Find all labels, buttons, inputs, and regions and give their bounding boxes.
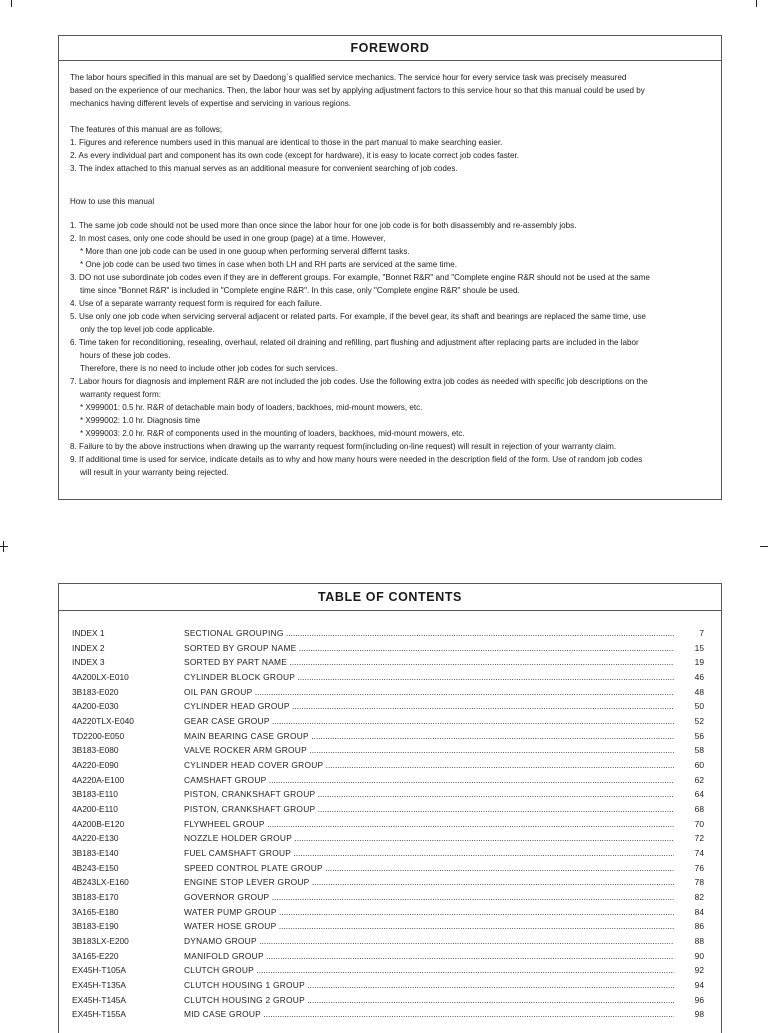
toc-code: INDEX 1 bbox=[72, 628, 105, 638]
toc-page-number: 98 bbox=[694, 1009, 704, 1020]
toc-group-name: VALVE ROCKER ARM GROUP ..... bbox=[184, 743, 674, 758]
toc-row[interactable] bbox=[72, 655, 704, 670]
toc-group-name: WATER HOSE GROUP ..... bbox=[184, 919, 674, 934]
toc-page-number: 72 bbox=[694, 833, 704, 844]
toc-page-number: 78 bbox=[694, 877, 704, 888]
howto-line: will result in your warranty being rejected. bbox=[80, 468, 229, 477]
feature-item: 1. Figures and reference numbers used in this manual are identical to those in the part manual to make searching easier. bbox=[70, 138, 503, 147]
howto-line: 9. If additional time is used for service, indicate details as to why and how many hours were needed in the description field of the form. Use of random job codes bbox=[70, 455, 643, 464]
howto-line: 1. The same job code should not be used more than once since the labor hour for one job code is for both disassembly and re-assembly jobs. bbox=[70, 221, 577, 230]
toc-page-number: 92 bbox=[694, 965, 704, 976]
toc-row[interactable] bbox=[72, 890, 704, 905]
toc-code: 4A220A-E100 bbox=[72, 774, 125, 785]
toc-section bbox=[58, 583, 722, 1033]
toc-row[interactable] bbox=[72, 978, 704, 993]
toc-page-number: 88 bbox=[694, 936, 704, 947]
toc-row[interactable] bbox=[72, 817, 704, 832]
howto-line: 7. Labor hours for diagnosis and implement R&R are not included the job codes. Use the following extra job codes as needed with specific job descriptions on the bbox=[70, 377, 648, 386]
howto-line: * X999002: 1.0 hr. Diagnosis time bbox=[80, 416, 201, 425]
toc-code: EX45H-T145A bbox=[72, 994, 126, 1005]
toc-page-number: 56 bbox=[694, 730, 704, 741]
toc-page-number: 74 bbox=[694, 848, 704, 859]
howto-line: warranty request form: bbox=[80, 390, 161, 399]
toc-group-name: CLUTCH HOUSING 1 GROUP ..... bbox=[184, 978, 674, 993]
toc-code: EX45H-T105A bbox=[72, 965, 126, 976]
intro-line: The labor hours specified in this manual are set by Daedong`s qualified service mechanics. The service hour for every service task was precisely measured bbox=[70, 73, 627, 82]
toc-code: 4B243-E150 bbox=[72, 862, 119, 873]
toc-row[interactable] bbox=[72, 714, 704, 729]
toc-page-number: 19 bbox=[694, 657, 704, 668]
howto-line: 3. DO not use subordinate job codes even if they are in defferent groups. For example, "Bonnet R&R" and "Complete engine R&R should not be used at the same bbox=[70, 273, 650, 282]
toc-group-name: ENGINE STOP LEVER GROUP ..... bbox=[184, 875, 674, 890]
toc-group-name: FUEL CAMSHAFT GROUP ..... bbox=[184, 846, 674, 861]
toc-group-name: PISTON, CRANKSHAFT GROUP ..... bbox=[184, 802, 674, 817]
feature-item: 3. The index attached to this manual serves as an additional measure for convenient searching of job codes. bbox=[70, 164, 458, 173]
toc-code: 3B183-E190 bbox=[72, 921, 119, 932]
toc-code: 3B183-E020 bbox=[72, 686, 119, 697]
toc-code: 4A220-E130 bbox=[72, 833, 119, 844]
toc-page-number: 76 bbox=[694, 862, 704, 873]
toc-page-number: 64 bbox=[694, 789, 704, 800]
toc-row[interactable] bbox=[72, 949, 704, 964]
feature-item: 2. As every individual part and component has its own code (except for hardware), it is easy to locate correct job codes faster. bbox=[70, 151, 519, 160]
toc-row[interactable] bbox=[72, 699, 704, 714]
toc-page-number: 68 bbox=[694, 804, 704, 815]
howto-line: * More than one job code can be used in one guoup when performing serveral differnt tasks. bbox=[80, 247, 410, 256]
toc-row[interactable] bbox=[72, 685, 704, 700]
toc-row[interactable] bbox=[72, 626, 704, 641]
foreword-intro bbox=[70, 71, 711, 110]
toc-group-name: MAIN BEARING CASE GROUP ..... bbox=[184, 729, 674, 744]
toc-page-number: 58 bbox=[694, 745, 704, 756]
toc-code: EX45H-T155A bbox=[72, 1009, 126, 1020]
toc-row[interactable] bbox=[72, 846, 704, 861]
toc-page-number: 94 bbox=[694, 980, 704, 991]
toc-title: TABLE OF CONTENTS bbox=[59, 584, 721, 611]
toc-page-number: 84 bbox=[694, 906, 704, 917]
toc-row[interactable] bbox=[72, 802, 704, 817]
toc-code: EX45H-T135A bbox=[72, 980, 126, 991]
toc-page-number: 96 bbox=[694, 994, 704, 1005]
toc-row[interactable] bbox=[72, 831, 704, 846]
toc-code: 4B243LX-E160 bbox=[72, 877, 129, 888]
toc-page-number: 70 bbox=[694, 818, 704, 829]
toc-group-name: GEAR CASE GROUP ..... bbox=[184, 714, 674, 729]
toc-row[interactable] bbox=[72, 773, 704, 788]
toc-group-name: CYLINDER BLOCK GROUP ..... bbox=[184, 670, 674, 685]
toc-group-name: NOZZLE HOLDER GROUP ..... bbox=[184, 831, 674, 846]
howto-line: Therefore, there is no need to include other job codes for such services. bbox=[80, 364, 338, 373]
howto-line: time since "Bonnet R&R" is included in "Complete engine R&R". In this case, only "Complete engine R&R" shoule be used. bbox=[80, 286, 520, 295]
toc-list bbox=[72, 626, 704, 1022]
toc-code: 4A220-E090 bbox=[72, 760, 119, 771]
toc-group-name: CLUTCH GROUP ..... bbox=[184, 963, 674, 978]
toc-group-name: SORTED BY GROUP NAME ..... bbox=[184, 641, 674, 656]
toc-page-number: 7 bbox=[699, 628, 704, 638]
toc-code: 4A220TLX-E040 bbox=[72, 716, 134, 727]
intro-line: based on the experience of our mechanics. Then, the labor hour was set by applying adjustment factors to this service hour so that this manual could be used by bbox=[70, 86, 645, 95]
howto-heading: How to use this manual bbox=[70, 197, 155, 206]
toc-group-name: SPEED CONTROL PLATE GROUP ..... bbox=[184, 861, 674, 876]
toc-group-name: MID CASE GROUP ..... bbox=[184, 1007, 674, 1022]
howto-line: 5. Use only one job code when servicing serveral adjacent or related parts. For example, if the bevel gear, its shaft and bearings are replaced the same time, use bbox=[70, 312, 646, 321]
crop-mark-top-left-v bbox=[11, 0, 12, 7]
toc-code: 3A165-E180 bbox=[72, 906, 119, 917]
toc-code: 3B183-E110 bbox=[72, 789, 118, 800]
toc-row[interactable] bbox=[72, 963, 704, 978]
toc-row[interactable] bbox=[72, 1007, 704, 1022]
toc-group-name: DYNAMO GROUP ..... bbox=[184, 934, 674, 949]
toc-group-name: WATER PUMP GROUP ..... bbox=[184, 905, 674, 920]
toc-row[interactable] bbox=[72, 905, 704, 920]
howto-line: * X999003: 2.0 hr. R&R of components used in the mounting of loaders, backhoes, mid-mount mowers, etc. bbox=[80, 429, 465, 438]
toc-page-number: 90 bbox=[694, 950, 704, 961]
toc-row[interactable] bbox=[72, 934, 704, 949]
toc-page-number: 86 bbox=[694, 921, 704, 932]
intro-line: mechanics having different levels of expertise and servicing in various regions. bbox=[70, 99, 352, 108]
crop-mark-mid-right-h bbox=[760, 546, 768, 547]
toc-page-number: 15 bbox=[694, 642, 704, 653]
toc-code: 3B183-E170 bbox=[72, 892, 119, 903]
toc-code: 4A200LX-E010 bbox=[72, 672, 129, 683]
toc-row[interactable] bbox=[72, 670, 704, 685]
toc-page-number: 46 bbox=[694, 672, 704, 683]
toc-page-number: 52 bbox=[694, 716, 704, 727]
howto-line: only the top level job code applicable. bbox=[80, 325, 215, 334]
toc-code: TD2200-E050 bbox=[72, 730, 125, 741]
toc-page-number: 60 bbox=[694, 760, 704, 771]
howto-line: * X999001: 0.5 hr. R&R of detachable main body of loaders, backhoes, mid-mount mowers, etc. bbox=[80, 403, 423, 412]
features-list bbox=[70, 136, 711, 175]
toc-row[interactable] bbox=[72, 875, 704, 890]
howto-line: 8. Failure to by the above instructions when drawing up the warranty request form(including on-line request) will result in rejection of your warranty claim. bbox=[70, 442, 617, 451]
toc-group-name: PISTON, CRANKSHAFT GROUP ..... bbox=[184, 787, 674, 802]
howto-line: 6. Time taken for reconditioning, resealing, overhaul, related oil draining and refilling, part flushing and adjustment after replacing parts are included in the labor bbox=[70, 338, 639, 347]
crop-mark-mid-left-h bbox=[0, 546, 8, 547]
toc-group-name: FLYWHEEL GROUP ..... bbox=[184, 817, 674, 832]
toc-group-name: CAMSHAFT GROUP ..... bbox=[184, 773, 674, 788]
toc-group-name: CYLINDER HEAD COVER GROUP ..... bbox=[184, 758, 674, 773]
crop-mark-mid-left-v bbox=[3, 541, 4, 552]
toc-row[interactable] bbox=[72, 729, 704, 744]
toc-group-name: SECTIONAL GROUPING ..... bbox=[184, 626, 674, 641]
toc-row[interactable] bbox=[72, 743, 704, 758]
toc-group-name: SORTED BY PART NAME ..... bbox=[184, 655, 674, 670]
toc-page-number: 62 bbox=[694, 774, 704, 785]
toc-group-name: OIL PAN GROUP ..... bbox=[184, 685, 674, 700]
toc-code: 3B183-E140 bbox=[72, 848, 119, 859]
features-heading: The features of this manual are as follows; bbox=[70, 125, 223, 134]
toc-group-name: CLUTCH HOUSING 2 GROUP ..... bbox=[184, 993, 674, 1008]
toc-row[interactable] bbox=[72, 787, 704, 802]
toc-code: 3B183LX-E200 bbox=[72, 936, 129, 947]
toc-row[interactable] bbox=[72, 993, 704, 1008]
toc-row[interactable] bbox=[72, 758, 704, 773]
crop-mark-top-right-v bbox=[756, 0, 757, 7]
toc-row[interactable] bbox=[72, 641, 704, 656]
foreword-body bbox=[70, 71, 711, 479]
howto-line: 2. In most cases, only one code should be used in one group (page) at a time. However, bbox=[70, 234, 386, 243]
toc-group-name: CYLINDER HEAD GROUP ..... bbox=[184, 699, 674, 714]
toc-row[interactable] bbox=[72, 919, 704, 934]
toc-row[interactable] bbox=[72, 861, 704, 876]
toc-code: 3B183-E080 bbox=[72, 745, 119, 756]
toc-code: 4A200B-E120 bbox=[72, 818, 125, 829]
howto-list bbox=[70, 219, 711, 479]
howto-line: hours of these job codes. bbox=[80, 351, 171, 360]
toc-code: INDEX 3 bbox=[72, 657, 105, 668]
toc-page-number: 48 bbox=[694, 686, 704, 697]
toc-code: 4A200-E110 bbox=[72, 804, 118, 815]
foreword-title: FOREWORD bbox=[59, 36, 721, 61]
toc-code: 3A165-E220 bbox=[72, 950, 119, 961]
howto-line: 4. Use of a separate warranty request form is required for each failure. bbox=[70, 299, 322, 308]
foreword-section bbox=[58, 35, 722, 500]
howto-line: * One job code can be used two times in case when both LH and RH parts are serviced at the same time. bbox=[80, 260, 458, 269]
toc-page-number: 50 bbox=[694, 701, 704, 712]
toc-code: 4A200-E030 bbox=[72, 701, 119, 712]
toc-code: INDEX 2 bbox=[72, 642, 105, 653]
toc-group-name: GOVERNOR GROUP ..... bbox=[184, 890, 674, 905]
toc-page-number: 82 bbox=[694, 892, 704, 903]
toc-group-name: MANIFOLD GROUP ..... bbox=[184, 949, 674, 964]
